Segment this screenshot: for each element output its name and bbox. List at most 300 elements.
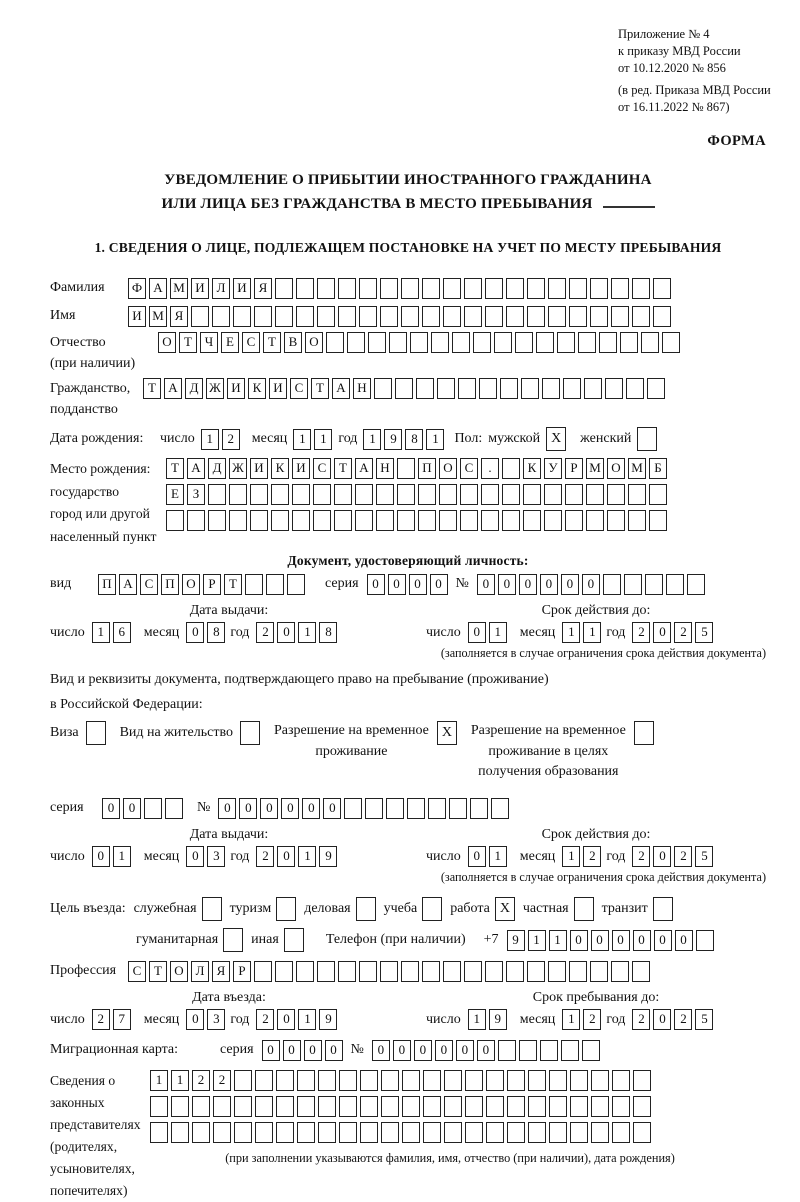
char-box[interactable] xyxy=(527,961,545,982)
char-box[interactable] xyxy=(381,1096,399,1117)
char-box[interactable]: 0 xyxy=(186,622,204,643)
char-box[interactable] xyxy=(507,1096,525,1117)
char-box[interactable]: 0 xyxy=(372,1040,390,1061)
edu-residence-checkbox[interactable] xyxy=(634,721,654,745)
char-box[interactable] xyxy=(338,306,356,327)
char-box[interactable]: 2 xyxy=(213,1070,231,1091)
purpose-business-checkbox[interactable] xyxy=(356,897,376,921)
char-box[interactable]: 0 xyxy=(468,622,486,643)
char-box[interactable]: 0 xyxy=(430,574,448,595)
char-box[interactable]: Т xyxy=(179,332,197,353)
char-box[interactable]: 0 xyxy=(414,1040,432,1061)
char-box[interactable] xyxy=(443,961,461,982)
char-box[interactable] xyxy=(473,332,491,353)
char-box[interactable] xyxy=(297,1122,315,1143)
char-box[interactable] xyxy=(620,332,638,353)
char-box[interactable] xyxy=(401,961,419,982)
char-box[interactable]: 0 xyxy=(653,622,671,643)
char-box[interactable] xyxy=(611,961,629,982)
char-box[interactable]: Т xyxy=(166,458,184,479)
char-box[interactable] xyxy=(465,1122,483,1143)
char-box[interactable]: 1 xyxy=(363,429,381,450)
char-box[interactable] xyxy=(584,378,602,399)
char-box[interactable]: 1 xyxy=(314,429,332,450)
char-box[interactable]: И xyxy=(191,278,209,299)
char-box[interactable] xyxy=(317,306,335,327)
purpose-transit-checkbox[interactable] xyxy=(653,897,673,921)
char-box[interactable]: Е xyxy=(166,484,184,505)
char-box[interactable]: 0 xyxy=(561,574,579,595)
char-box[interactable] xyxy=(208,510,226,531)
char-box[interactable]: Т xyxy=(143,378,161,399)
char-box[interactable]: 2 xyxy=(674,846,692,867)
char-box[interactable] xyxy=(632,961,650,982)
char-box[interactable]: С xyxy=(128,961,146,982)
char-box[interactable] xyxy=(498,1040,516,1061)
char-box[interactable] xyxy=(607,510,625,531)
char-box[interactable]: 0 xyxy=(477,1040,495,1061)
char-box[interactable] xyxy=(647,378,665,399)
char-box[interactable]: 8 xyxy=(207,622,225,643)
char-box[interactable]: Т xyxy=(311,378,329,399)
char-box[interactable]: 0 xyxy=(519,574,537,595)
char-box[interactable]: 0 xyxy=(262,1040,280,1061)
char-box[interactable]: 0 xyxy=(654,930,672,951)
char-box[interactable]: 0 xyxy=(277,1009,295,1030)
char-box[interactable] xyxy=(423,1122,441,1143)
char-box[interactable] xyxy=(464,278,482,299)
char-box[interactable]: 9 xyxy=(507,930,525,951)
char-box[interactable]: 2 xyxy=(256,622,274,643)
char-box[interactable]: А xyxy=(119,574,137,595)
char-box[interactable]: К xyxy=(271,458,289,479)
char-box[interactable] xyxy=(479,378,497,399)
char-box[interactable]: 5 xyxy=(695,846,713,867)
char-box[interactable]: 0 xyxy=(477,574,495,595)
char-box[interactable] xyxy=(486,1070,504,1091)
char-box[interactable] xyxy=(443,278,461,299)
char-box[interactable]: 2 xyxy=(674,622,692,643)
char-box[interactable]: 1 xyxy=(549,930,567,951)
char-box[interactable] xyxy=(491,798,509,819)
char-box[interactable] xyxy=(612,1070,630,1091)
char-box[interactable] xyxy=(389,332,407,353)
char-box[interactable]: Т xyxy=(149,961,167,982)
char-box[interactable]: 2 xyxy=(583,846,601,867)
char-box[interactable] xyxy=(368,332,386,353)
char-box[interactable]: К xyxy=(523,458,541,479)
char-box[interactable] xyxy=(569,306,587,327)
char-box[interactable] xyxy=(313,484,331,505)
purpose-tourism-checkbox[interactable] xyxy=(276,897,296,921)
char-box[interactable]: 1 xyxy=(293,429,311,450)
char-box[interactable] xyxy=(485,961,503,982)
char-box[interactable]: 1 xyxy=(298,1009,316,1030)
char-box[interactable]: 0 xyxy=(367,574,385,595)
char-box[interactable] xyxy=(633,1122,651,1143)
char-box[interactable] xyxy=(506,278,524,299)
char-box[interactable] xyxy=(355,484,373,505)
char-box[interactable] xyxy=(561,1040,579,1061)
char-box[interactable] xyxy=(418,484,436,505)
char-box[interactable] xyxy=(528,1122,546,1143)
char-box[interactable] xyxy=(318,1122,336,1143)
purpose-official-checkbox[interactable] xyxy=(202,897,222,921)
char-box[interactable] xyxy=(626,378,644,399)
char-box[interactable] xyxy=(165,798,183,819)
char-box[interactable] xyxy=(171,1122,189,1143)
char-box[interactable] xyxy=(192,1096,210,1117)
char-box[interactable] xyxy=(233,306,251,327)
char-box[interactable] xyxy=(381,1070,399,1091)
char-box[interactable]: 0 xyxy=(498,574,516,595)
char-box[interactable]: 0 xyxy=(277,846,295,867)
residence-permit-checkbox[interactable] xyxy=(240,721,260,745)
char-box[interactable] xyxy=(297,1070,315,1091)
char-box[interactable] xyxy=(486,1096,504,1117)
char-box[interactable]: 2 xyxy=(632,1009,650,1030)
char-box[interactable]: 0 xyxy=(675,930,693,951)
char-box[interactable] xyxy=(544,484,562,505)
char-box[interactable]: Н xyxy=(353,378,371,399)
char-box[interactable]: О xyxy=(170,961,188,982)
char-box[interactable]: О xyxy=(305,332,323,353)
char-box[interactable]: 1 xyxy=(150,1070,168,1091)
char-box[interactable] xyxy=(428,798,446,819)
char-box[interactable] xyxy=(234,1122,252,1143)
char-box[interactable]: 0 xyxy=(612,930,630,951)
char-box[interactable]: 2 xyxy=(256,1009,274,1030)
char-box[interactable]: 9 xyxy=(489,1009,507,1030)
char-box[interactable] xyxy=(374,378,392,399)
char-box[interactable] xyxy=(653,278,671,299)
char-box[interactable]: 1 xyxy=(562,622,580,643)
char-box[interactable] xyxy=(422,278,440,299)
char-box[interactable]: 1 xyxy=(171,1070,189,1091)
char-box[interactable] xyxy=(171,1096,189,1117)
char-box[interactable] xyxy=(653,306,671,327)
char-box[interactable] xyxy=(376,484,394,505)
char-box[interactable] xyxy=(443,306,461,327)
char-box[interactable] xyxy=(563,378,581,399)
char-box[interactable]: З xyxy=(187,484,205,505)
char-box[interactable]: 9 xyxy=(319,1009,337,1030)
char-box[interactable] xyxy=(485,306,503,327)
char-box[interactable]: 1 xyxy=(528,930,546,951)
char-box[interactable] xyxy=(418,510,436,531)
char-box[interactable]: Н xyxy=(376,458,394,479)
char-box[interactable] xyxy=(407,798,425,819)
char-box[interactable]: 0 xyxy=(468,846,486,867)
char-box[interactable]: В xyxy=(284,332,302,353)
char-box[interactable]: Д xyxy=(185,378,203,399)
char-box[interactable]: П xyxy=(98,574,116,595)
char-box[interactable]: 0 xyxy=(102,798,120,819)
char-box[interactable] xyxy=(687,574,705,595)
char-box[interactable] xyxy=(506,306,524,327)
char-box[interactable] xyxy=(590,306,608,327)
char-box[interactable]: 0 xyxy=(239,798,257,819)
char-box[interactable]: 0 xyxy=(633,930,651,951)
char-box[interactable]: 0 xyxy=(591,930,609,951)
char-box[interactable] xyxy=(527,306,545,327)
char-box[interactable] xyxy=(255,1096,273,1117)
char-box[interactable]: 2 xyxy=(674,1009,692,1030)
char-box[interactable] xyxy=(586,510,604,531)
char-box[interactable] xyxy=(360,1096,378,1117)
purpose-humanitarian-checkbox[interactable] xyxy=(223,928,243,952)
char-box[interactable]: А xyxy=(164,378,182,399)
char-box[interactable]: 5 xyxy=(695,1009,713,1030)
char-box[interactable] xyxy=(666,574,684,595)
char-box[interactable]: М xyxy=(170,278,188,299)
char-box[interactable] xyxy=(444,1096,462,1117)
char-box[interactable] xyxy=(365,798,383,819)
char-box[interactable] xyxy=(624,574,642,595)
char-box[interactable] xyxy=(317,278,335,299)
char-box[interactable]: 0 xyxy=(302,798,320,819)
char-box[interactable] xyxy=(521,378,539,399)
char-box[interactable] xyxy=(603,574,621,595)
char-box[interactable] xyxy=(234,1070,252,1091)
char-box[interactable]: 1 xyxy=(583,622,601,643)
char-box[interactable]: 0 xyxy=(325,1040,343,1061)
char-box[interactable] xyxy=(502,458,520,479)
char-box[interactable]: Я xyxy=(254,278,272,299)
char-box[interactable] xyxy=(386,798,404,819)
char-box[interactable] xyxy=(339,1122,357,1143)
char-box[interactable] xyxy=(410,332,428,353)
char-box[interactable]: 0 xyxy=(570,930,588,951)
char-box[interactable] xyxy=(275,306,293,327)
char-box[interactable] xyxy=(649,484,667,505)
char-box[interactable] xyxy=(645,574,663,595)
char-box[interactable] xyxy=(548,306,566,327)
char-box[interactable] xyxy=(255,1070,273,1091)
char-box[interactable] xyxy=(347,332,365,353)
char-box[interactable] xyxy=(611,278,629,299)
char-box[interactable] xyxy=(255,1122,273,1143)
char-box[interactable] xyxy=(544,510,562,531)
char-box[interactable] xyxy=(612,1096,630,1117)
char-box[interactable] xyxy=(590,961,608,982)
char-box[interactable]: 0 xyxy=(186,846,204,867)
char-box[interactable]: С xyxy=(460,458,478,479)
char-box[interactable] xyxy=(422,961,440,982)
char-box[interactable]: С xyxy=(140,574,158,595)
char-box[interactable] xyxy=(401,278,419,299)
char-box[interactable]: М xyxy=(586,458,604,479)
char-box[interactable] xyxy=(355,510,373,531)
char-box[interactable]: Ф xyxy=(128,278,146,299)
char-box[interactable] xyxy=(229,510,247,531)
char-box[interactable]: М xyxy=(628,458,646,479)
char-box[interactable] xyxy=(515,332,533,353)
char-box[interactable] xyxy=(523,510,541,531)
char-box[interactable]: 1 xyxy=(562,1009,580,1030)
char-box[interactable] xyxy=(395,378,413,399)
char-box[interactable] xyxy=(632,306,650,327)
char-box[interactable]: С xyxy=(313,458,331,479)
char-box[interactable] xyxy=(276,1122,294,1143)
char-box[interactable] xyxy=(401,306,419,327)
char-box[interactable]: Д xyxy=(208,458,226,479)
char-box[interactable] xyxy=(318,1070,336,1091)
char-box[interactable]: 8 xyxy=(405,429,423,450)
char-box[interactable]: 0 xyxy=(540,574,558,595)
char-box[interactable] xyxy=(502,510,520,531)
char-box[interactable]: 3 xyxy=(207,1009,225,1030)
char-box[interactable] xyxy=(192,1122,210,1143)
char-box[interactable] xyxy=(397,510,415,531)
purpose-work-checkbox[interactable]: X xyxy=(495,897,515,921)
char-box[interactable] xyxy=(275,961,293,982)
char-box[interactable]: Т xyxy=(224,574,242,595)
char-box[interactable] xyxy=(611,306,629,327)
char-box[interactable] xyxy=(542,378,560,399)
char-box[interactable]: О xyxy=(182,574,200,595)
char-box[interactable]: С xyxy=(290,378,308,399)
char-box[interactable] xyxy=(578,332,596,353)
char-box[interactable]: А xyxy=(332,378,350,399)
char-box[interactable] xyxy=(397,484,415,505)
char-box[interactable] xyxy=(326,332,344,353)
char-box[interactable]: 1 xyxy=(489,622,507,643)
char-box[interactable] xyxy=(150,1122,168,1143)
char-box[interactable] xyxy=(569,278,587,299)
char-box[interactable]: А xyxy=(355,458,373,479)
char-box[interactable] xyxy=(380,306,398,327)
char-box[interactable] xyxy=(607,484,625,505)
char-box[interactable]: 1 xyxy=(113,846,131,867)
char-box[interactable] xyxy=(549,1070,567,1091)
char-box[interactable] xyxy=(254,306,272,327)
temp-residence-checkbox[interactable]: X xyxy=(437,721,457,745)
char-box[interactable] xyxy=(632,278,650,299)
char-box[interactable] xyxy=(297,1096,315,1117)
char-box[interactable] xyxy=(212,306,230,327)
visa-checkbox[interactable] xyxy=(86,721,106,745)
char-box[interactable] xyxy=(380,278,398,299)
char-box[interactable]: 0 xyxy=(304,1040,322,1061)
char-box[interactable] xyxy=(507,1122,525,1143)
char-box[interactable] xyxy=(296,278,314,299)
char-box[interactable] xyxy=(506,961,524,982)
char-box[interactable] xyxy=(481,484,499,505)
char-box[interactable] xyxy=(276,1096,294,1117)
char-box[interactable] xyxy=(481,510,499,531)
char-box[interactable]: Я xyxy=(212,961,230,982)
char-box[interactable] xyxy=(250,510,268,531)
char-box[interactable]: И xyxy=(269,378,287,399)
char-box[interactable]: О xyxy=(439,458,457,479)
char-box[interactable]: 0 xyxy=(260,798,278,819)
char-box[interactable] xyxy=(500,378,518,399)
char-box[interactable] xyxy=(437,378,455,399)
char-box[interactable]: А xyxy=(149,278,167,299)
char-box[interactable] xyxy=(234,1096,252,1117)
char-box[interactable] xyxy=(423,1096,441,1117)
char-box[interactable] xyxy=(452,332,470,353)
char-box[interactable] xyxy=(402,1096,420,1117)
char-box[interactable] xyxy=(431,332,449,353)
char-box[interactable] xyxy=(582,1040,600,1061)
char-box[interactable] xyxy=(439,510,457,531)
char-box[interactable] xyxy=(599,332,617,353)
char-box[interactable] xyxy=(254,961,272,982)
char-box[interactable]: Ж xyxy=(206,378,224,399)
char-box[interactable]: 0 xyxy=(456,1040,474,1061)
purpose-other-checkbox[interactable] xyxy=(284,928,304,952)
char-box[interactable] xyxy=(485,278,503,299)
char-box[interactable]: Е xyxy=(221,332,239,353)
char-box[interactable] xyxy=(334,484,352,505)
char-box[interactable] xyxy=(423,1070,441,1091)
char-box[interactable] xyxy=(612,1122,630,1143)
char-box[interactable]: 1 xyxy=(201,429,219,450)
char-box[interactable]: 5 xyxy=(695,622,713,643)
char-box[interactable] xyxy=(292,510,310,531)
char-box[interactable] xyxy=(565,484,583,505)
char-box[interactable]: 0 xyxy=(283,1040,301,1061)
char-box[interactable]: 0 xyxy=(388,574,406,595)
char-box[interactable] xyxy=(465,1096,483,1117)
char-box[interactable] xyxy=(318,1096,336,1117)
char-box[interactable]: А xyxy=(187,458,205,479)
char-box[interactable]: 0 xyxy=(123,798,141,819)
char-box[interactable]: 9 xyxy=(384,429,402,450)
char-box[interactable]: М xyxy=(149,306,167,327)
char-box[interactable]: 0 xyxy=(653,1009,671,1030)
char-box[interactable] xyxy=(397,458,415,479)
char-box[interactable] xyxy=(460,484,478,505)
char-box[interactable] xyxy=(569,961,587,982)
char-box[interactable]: Б xyxy=(649,458,667,479)
char-box[interactable] xyxy=(458,378,476,399)
char-box[interactable] xyxy=(565,510,583,531)
char-box[interactable] xyxy=(605,378,623,399)
char-box[interactable] xyxy=(213,1096,231,1117)
char-box[interactable] xyxy=(548,961,566,982)
char-box[interactable] xyxy=(523,484,541,505)
char-box[interactable] xyxy=(641,332,659,353)
char-box[interactable]: Л xyxy=(191,961,209,982)
char-box[interactable] xyxy=(360,1122,378,1143)
char-box[interactable] xyxy=(229,484,247,505)
char-box[interactable] xyxy=(334,510,352,531)
char-box[interactable] xyxy=(439,484,457,505)
char-box[interactable] xyxy=(570,1070,588,1091)
char-box[interactable] xyxy=(470,798,488,819)
char-box[interactable]: О xyxy=(158,332,176,353)
char-box[interactable] xyxy=(296,961,314,982)
char-box[interactable] xyxy=(276,1070,294,1091)
char-box[interactable]: Я xyxy=(170,306,188,327)
char-box[interactable]: 9 xyxy=(319,846,337,867)
char-box[interactable]: О xyxy=(607,458,625,479)
char-box[interactable] xyxy=(150,1096,168,1117)
char-box[interactable] xyxy=(287,574,305,595)
char-box[interactable]: 2 xyxy=(92,1009,110,1030)
char-box[interactable] xyxy=(444,1070,462,1091)
female-checkbox[interactable] xyxy=(637,427,657,451)
char-box[interactable]: 0 xyxy=(435,1040,453,1061)
char-box[interactable] xyxy=(507,1070,525,1091)
char-box[interactable]: 0 xyxy=(277,622,295,643)
char-box[interactable] xyxy=(633,1070,651,1091)
char-box[interactable] xyxy=(662,332,680,353)
char-box[interactable] xyxy=(144,798,162,819)
